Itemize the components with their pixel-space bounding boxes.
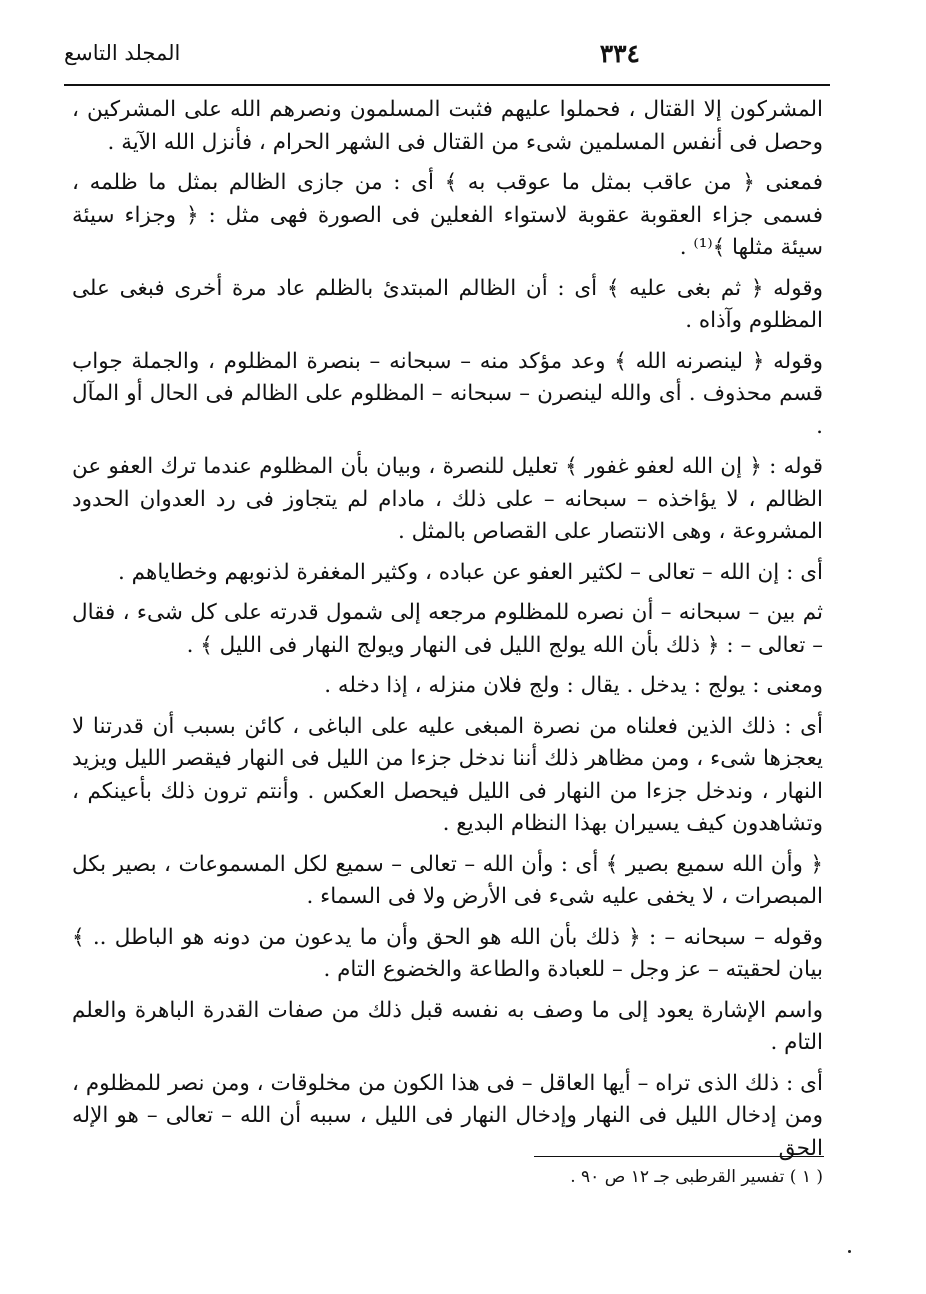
paragraph: أى : ذلك الذين فعلناه من نصرة المبغى عليه على الباغى ، كائن بسبب أن قدرتنا لا يعجزها شىء ، ومن مظاهر ذلك أننا ندخل جزءا من الليل فى النهار فيقصر الليل ويزيد النهار ، وندخل جزءا من النهار فى الليل فيحصل العكس . وأنتم ترون ذلك بأعينكم ، وتشاهدون كيف يسيران بهذا النظام البديع . (72, 713, 823, 836)
header-rule (64, 84, 830, 86)
footnote: ( ١ ) تفسير القرطبى جـ ١٢ ص ٩٠ . (570, 1167, 823, 1187)
speck-mark (848, 1250, 851, 1253)
running-head: المجلد التاسع (64, 41, 181, 65)
paragraph: وقوله ﴿ لينصرنه الله ﴾ وعد مؤكد منه – سبحانه – بنصرة المظلوم ، والجملة جواب قسم محذوف . أى والله لينصرن – سبحانه – المظلوم على الظالم فى الحال أو المآل . (72, 348, 823, 439)
footnote-rule (534, 1156, 824, 1157)
body-text (72, 94, 823, 1173)
paragraph: وقوله ﴿ ثم بغى عليه ﴾ أى : أن الظالم المبتدئ بالظلم عاد مرة أخرى فبغى على المظلوم وآذاه . (72, 275, 823, 333)
page-number: ٣٣٤ (599, 38, 640, 68)
paragraph: وقوله – سبحانه – : ﴿ ذلك بأن الله هو الحق وأن ما يدعون من دونه هو الباطل .. ﴾ بيان لحقيته – عز وجل – للعبادة والطاعة والخضوع التام . (72, 924, 823, 982)
paragraph: المشركون إلا القتال ، فحملوا عليهم فثبت المسلمون ونصرهم الله على المشركين ، وحصل فى أنفس المسلمين شىء من القتال فى الشهر الحرام ، فأنزل الله الآية . (72, 97, 823, 155)
paragraph: ثم بين – سبحانه – أن نصره للمظلوم مرجعه إلى شمول قدرته على كل شىء ، فقال – تعالى – : ﴿ ذلك بأن الله يولج الليل فى النهار ويولج النهار فى الليل ﴾ . (72, 600, 823, 658)
paragraph: أى : ذلك الذى تراه – أيها العاقل – فى هذا الكون من مخلوقات ، ومن نصر للمظلوم ، ومن إدخال الليل فى النهار وإدخال النهار فى الليل ، سببه أن الله – تعالى – هو الإله الحق (72, 1070, 823, 1161)
paragraph: ومعنى : يولج : يدخل . يقال : ولج فلان منزله ، إذا دخله . (324, 673, 823, 698)
paragraph: ﴿ وأن الله سميع بصير ﴾ أى : وأن الله – تعالى – سميع لكل المسموعات ، بصير بكل المبصرات ، لا يخفى عليه شىء فى الأرض ولا فى السماء . (72, 851, 823, 909)
page-header (64, 36, 830, 70)
paragraph: قوله : ﴿ إن الله لعفو غفور ﴾ تعليل للنصرة ، وبيان بأن المظلوم عندما ترك العفو عن الظالم ، لا يؤاخذه – سبحانه – على ذلك ، مادام لم يتجاوز فى رد العدوان الحدود المشروعة ، وهى الانتصار على القصاص بالمثل . (72, 454, 823, 544)
paragraph: أى : إن الله – تعالى – لكثير العفو عن عباده ، وكثير المغفرة لذنوبهم وخطاياهم . (118, 559, 823, 585)
paragraph: فمعنى ﴿ من عاقب بمثل ما عوقب به ﴾ أى : من جازى الظالم بمثل ما ظلمه ، فسمى جزاء العقوبة عقوبة لاستواء الفعلين فى الصورة فهى مثل : ﴿ وجزاء سيئة سيئة مثلها ﴾⁽¹⁾ . (72, 170, 823, 260)
paragraph: واسم الإشارة يعود إلى ما وصف به نفسه قبل ذلك من صفات القدرة الباهرة والعلم التام . (72, 997, 823, 1055)
